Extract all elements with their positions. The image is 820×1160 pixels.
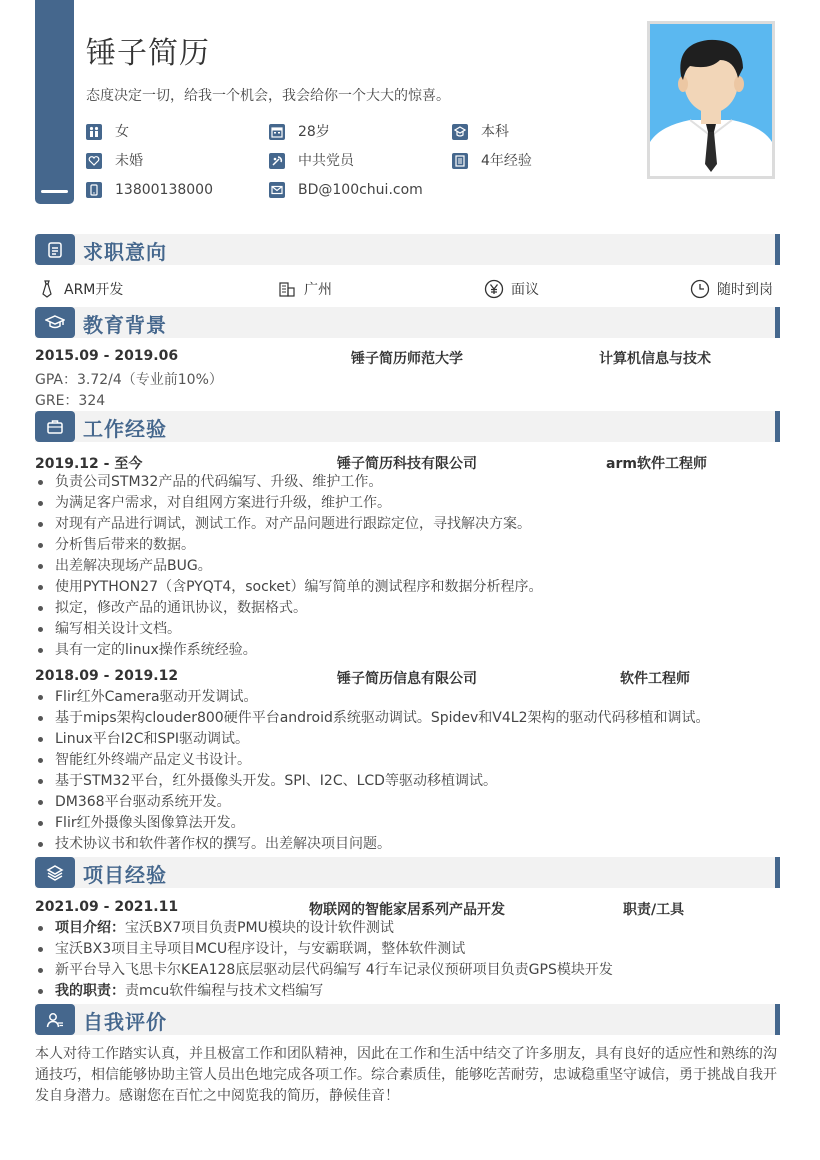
- list-item: [35, 918, 613, 939]
- intent-position: [37, 279, 123, 299]
- list-item: 具有一定的linux操作系统经验。: [35, 640, 543, 661]
- section-work: [35, 411, 780, 442]
- list-item: 技术协议书和软件著作权的撰写。出差解决项目问题。: [35, 834, 709, 855]
- section-title-self: 自我评价: [83, 1010, 167, 1034]
- work-2-duties: [35, 687, 709, 855]
- list-item: [35, 981, 613, 1002]
- section-right-bar: [775, 411, 780, 442]
- list-item: 出差解决现场产品BUG。: [35, 556, 543, 577]
- info-gender: [86, 123, 129, 141]
- section-right-bar: [775, 307, 780, 338]
- work-2-company: 锤子简历信息有限公司: [337, 671, 477, 687]
- project-duty-text: 责mcu软件编程与技术文档编写: [125, 983, 324, 999]
- layers-icon: [35, 857, 75, 888]
- education-gpa: GPA：3.72/4（专业前10%）: [35, 372, 223, 388]
- intent-salary: [484, 279, 539, 299]
- section-title-intent: 求职意向: [83, 240, 167, 264]
- section-project: [35, 857, 780, 888]
- info-politics-text: 中共党员: [298, 153, 354, 169]
- document-icon: [452, 153, 468, 169]
- intent-availability: [690, 279, 773, 299]
- info-phone-text[interactable]: 13800138000: [115, 182, 213, 198]
- section-right-bar: [775, 857, 780, 888]
- work-1-company: 锤子简历科技有限公司: [337, 456, 477, 472]
- resume-motto: 态度决定一切，给我一个机会，我会给你一个大大的惊喜。: [86, 88, 450, 104]
- clock-icon: [690, 279, 710, 299]
- list-item: 宝沃BX3项目主导项目MCU程序设计，与安霸联调，整体软件测试: [35, 939, 613, 960]
- work-2-period: 2018.09 - 2019.12: [35, 668, 179, 684]
- intent-city: [277, 279, 332, 299]
- list-item: 拟定，修改产品的通讯协议，数据格式。: [35, 598, 543, 619]
- briefcase-icon: [35, 411, 75, 442]
- info-gender-text: 女: [115, 124, 129, 140]
- list-item: 编写相关设计文档。: [35, 619, 543, 640]
- project-details: [35, 918, 613, 1002]
- list-item: Flir红外摄像头图像算法开发。: [35, 813, 709, 834]
- yen-icon: [484, 279, 504, 299]
- project-intro-text: 宝沃BX7项目负责PMU模块的设计软件测试: [125, 920, 394, 936]
- list-item: 为满足客户需求，对自组网方案进行升级，维护工作。: [35, 493, 543, 514]
- section-title-project: 项目经验: [83, 863, 167, 887]
- section-self: [35, 1004, 780, 1035]
- info-marital-text: 未婚: [115, 153, 143, 169]
- clipboard-icon: [35, 234, 75, 265]
- section-education: [35, 307, 780, 338]
- mail-icon: [269, 182, 285, 198]
- list-item: 分析售后带来的数据。: [35, 535, 543, 556]
- intent-availability-text: 随时到岗: [717, 282, 773, 298]
- list-item: 对现有产品进行调试，测试工作。对产品问题进行跟踪定位，寻找解决方案。: [35, 514, 543, 535]
- project-name: 物联网的智能家居系列产品开发: [309, 902, 505, 918]
- section-intent: [35, 234, 780, 265]
- resume-name: 锤子简历: [86, 36, 210, 71]
- project-period: 2021.09 - 2021.11: [35, 899, 179, 915]
- side-bar-mark: [41, 190, 68, 193]
- heart-icon: [86, 153, 102, 169]
- list-item: Linux平台I2C和SPI驱动调试。: [35, 729, 709, 750]
- education-major: 计算机信息与技术: [599, 351, 711, 367]
- list-item: Flir红外Camera驱动开发调试。: [35, 687, 709, 708]
- info-age: [269, 123, 330, 141]
- gender-icon: [86, 124, 102, 140]
- info-age-text: 28岁: [298, 124, 330, 140]
- section-title-work: 工作经验: [83, 417, 167, 441]
- info-phone: [86, 181, 213, 199]
- phone-icon: [86, 182, 102, 198]
- info-marital: [86, 152, 143, 170]
- section-title-education: 教育背景: [83, 313, 167, 337]
- graduation-cap-icon: [35, 307, 75, 338]
- calendar-icon: [269, 124, 285, 140]
- intent-city-text: 广州: [304, 282, 332, 298]
- profile-photo: [647, 21, 775, 179]
- intent-salary-text: 面议: [511, 282, 539, 298]
- education-school: 锤子简历师范大学: [351, 351, 463, 367]
- party-icon: [269, 153, 285, 169]
- section-right-bar: [775, 234, 780, 265]
- education-period: 2015.09 - 2019.06: [35, 348, 179, 364]
- info-degree-text: 本科: [481, 124, 509, 140]
- project-duty-label: 我的职责：: [55, 983, 125, 999]
- info-degree: [452, 123, 509, 141]
- intent-position-text: ARM开发: [64, 282, 124, 298]
- list-item: 基于STM32平台，红外摄像头开发。SPI、I2C、LCD等驱动移植调试。: [35, 771, 709, 792]
- list-item: 基于mips架构clouder800硬件平台android系统驱动调试。Spidev和V4L2架构的驱动代码移植和调试。: [35, 708, 709, 729]
- info-email-text[interactable]: BD@100chui.com: [298, 182, 423, 198]
- building-icon: [277, 279, 297, 299]
- education-gre: GRE：324: [35, 393, 106, 409]
- graduation-icon: [452, 124, 468, 140]
- info-politics: [269, 152, 354, 170]
- self-evaluation-text: 本人对待工作踏实认真，并且极富工作和团队精神，因此在工作和生活中结交了许多朋友，具有良好的适应性和熟练的沟通技巧，相信能够协助主管人员出色地完成各项工作。综合素质佳，能够吃苦耐劳，忠诚稳重坚守诚信，勇于挑战自我开发自身潜力。感谢您在百忙之中阅览我的简历，静候佳音！: [35, 1046, 777, 1104]
- info-email: [269, 181, 423, 199]
- info-experience: [452, 152, 532, 170]
- list-item: DM368平台驱动系统开发。: [35, 792, 709, 813]
- work-1-duties: [35, 472, 543, 661]
- work-1-role: arm软件工程师: [606, 456, 707, 472]
- list-item: 负责公司STM32产品的代码编写、升级、维护工作。: [35, 472, 543, 493]
- info-experience-text: 4年经验: [481, 153, 532, 169]
- list-item: 使用PYTHON27（含PYQT4，socket）编写简单的测试程序和数据分析程序。: [35, 577, 543, 598]
- list-item: 新平台导入飞思卡尔KEA128底层驱动层代码编写 4行车记录仪预研项目负责GPS模块开发: [35, 960, 613, 981]
- tie-icon: [37, 279, 57, 299]
- work-2-role: 软件工程师: [620, 671, 690, 687]
- header-side-bar: [35, 0, 74, 204]
- project-role: 职责/工具: [623, 902, 685, 918]
- work-1-period: 2019.12 - 至今: [35, 456, 143, 472]
- section-right-bar: [775, 1004, 780, 1035]
- user-icon: [35, 1004, 75, 1035]
- list-item: 智能红外终端产品定义书设计。: [35, 750, 709, 771]
- project-intro-label: 项目介绍：: [55, 920, 125, 936]
